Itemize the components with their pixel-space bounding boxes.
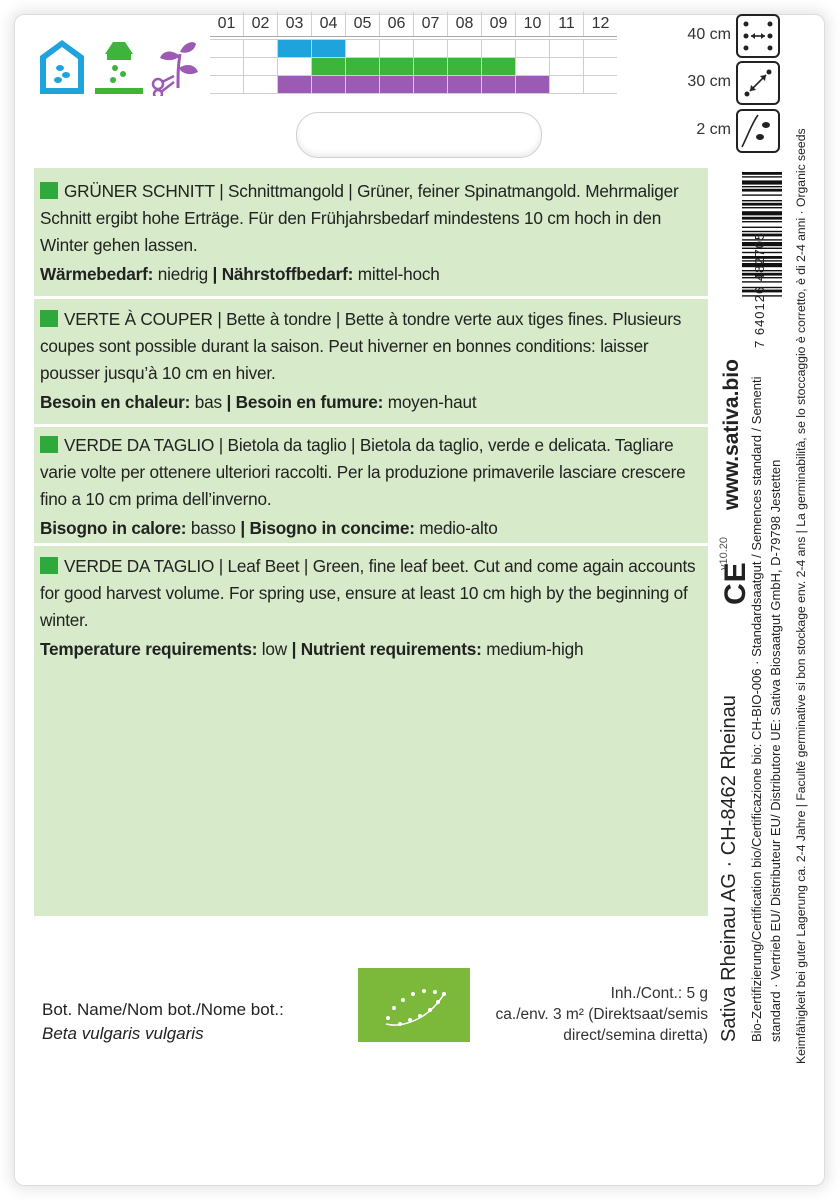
calendar-cell [414,40,448,58]
month-header: 05 [346,12,380,37]
calendar-cell [584,58,618,76]
calendar-cell [312,76,346,94]
germination-info: Keimfähigkeit bei guter Lagerung ca. 2-4 Jahre | Faculté germinative si bon stockage env. 2-4 ans | La germinabilità, se lo stoccaggio è corretto, è di 2-4 anni · Organic seeds [794,128,808,1064]
barcode-bar [742,227,782,228]
month-header: 02 [244,12,278,37]
calendar-cell [380,40,414,58]
row-spacing-icon [736,14,780,58]
month-header: 11 [550,12,584,37]
bullet-square [40,182,58,199]
sowing-calendar [210,12,617,94]
req-label: | Besoin en fumure: [226,392,384,412]
calendar-cell [244,58,278,76]
calendar-cell [516,40,550,58]
section-italian [40,432,700,542]
contents-weight: Inh./Cont.: 5 g [610,985,708,1002]
plant-spacing-label: 30 cm [687,73,731,90]
barcode-number: 7 640126 482705 [752,231,767,348]
barcode-bar [742,211,782,215]
req-value: basso [186,518,241,538]
calendar-row-sow-outdoor [210,58,617,76]
calendar-cell [516,76,550,94]
certification-line2: standard · Vertrieb EU/ Distributeur EU/ Distributore UE: Sativa Biosaatgut GmbH, D-79798 Jestetten [768,459,783,1042]
calendar-cell [482,40,516,58]
req-label: Besoin en chaleur: [40,392,191,412]
calendar-cell [584,76,618,94]
company-address: Sativa Rheinau AG · CH-8462 Rheinau [718,695,740,1042]
calendar-cell [448,58,482,76]
calendar-cell [550,40,584,58]
barcode-bar [742,176,782,177]
sowing-depth-label: 2 cm [696,121,731,138]
calendar-cell [550,76,584,94]
section-french [40,306,700,416]
barcode-bar [742,203,782,206]
requirements [40,261,700,288]
calendar-cell [414,58,448,76]
bullet-square [40,557,58,574]
requirements [40,515,700,542]
barcode-bar [742,207,782,208]
section-text: VERDE DA TAGLIO | Leaf Beet | Green, fine leaf beet. Cut and come again accounts for good harvest volume. For spring use, ensure at least 10 cm high by the beginning of winter. [40,556,696,630]
seed-sowing-icon [95,38,143,96]
barcode-bar [742,186,782,187]
plant-spacing-icon [736,61,780,105]
req-value: bas [190,392,227,412]
contents-area-cont: direct/semina diretta) [563,1027,708,1044]
calendar-cell [244,76,278,94]
section-text: VERDE DA TAGLIO | Bietola da taglio | Bietola da taglio, verde e delicata. Tagliare varie volte per ottenere ulteriori raccolti. Per la produzione primaverile lasciare crescere fino a 10 cm prima dell’inverno. [40,435,686,509]
req-value: moyen-haut [383,392,477,412]
contents-area: ca./env. 3 m² (Direktsaat/semis [495,1006,708,1023]
barcode-bar [742,217,782,220]
calendar-cell [210,76,244,94]
calendar-cell [244,40,278,58]
calendar-cell [278,76,312,94]
barcode-bar [742,194,782,195]
version-label: v10.20 [718,536,730,570]
bullet-square [40,310,58,327]
calendar-cell [312,40,346,58]
month-header: 10 [516,12,550,37]
barcode-bar [742,200,782,201]
calendar-cell [516,58,550,76]
month-header: 03 [278,12,312,37]
calendar-row-harvest [210,76,617,94]
section-text: VERTE À COUPER | Bette à tondre | Bette à tondre verte aux tiges fines. Plusieurs coupes sont possible durant la saison. Peut hiverner en bonnes conditions: laisser pousser jusqu’à 10 cm en hiver. [40,309,682,383]
eu-organic-logo [358,968,470,1042]
calendar-cell [584,40,618,58]
calendar-cell [482,58,516,76]
req-label: Bisogno in calore: [40,518,187,538]
sowing-depth-icon [736,109,780,153]
req-value: mittel-hoch [353,264,440,284]
calendar-cell [380,58,414,76]
calendar-cell [210,40,244,58]
website-url: www.sativa.bio [720,359,743,510]
divider [34,296,708,299]
calendar-cell [380,76,414,94]
bullet-square [40,436,58,453]
requirements [40,389,700,416]
bot-name-value: Beta vulgaris vulgaris [42,1024,204,1043]
req-value: niedrig [153,264,213,284]
calendar-cell [346,76,380,94]
calendar-cell [312,58,346,76]
month-header: 01 [210,12,244,37]
certification-line1: Bio-Zertifizierung/Certification bio/Certificazione bio: CH-BIO-006 · Standardsaatgut / Semences standard / Sementi [749,376,764,1042]
req-value: medio-alto [414,518,498,538]
req-label: | Nährstoffbedarf: [212,264,354,284]
bot-name-label: Bot. Name/Nom bot./Nome bot.: [42,1000,284,1019]
section-english [40,553,700,663]
req-label: | Bisogno in concime: [240,518,415,538]
row-spacing-label: 40 cm [687,26,731,43]
month-header: 09 [482,12,516,37]
calendar-cell [210,58,244,76]
barcode-bar [742,221,782,222]
section-text: GRÜNER SCHNITT | Schnittmangold | Grüner, feiner Spinatmangold. Mehrmaliger Schnitt ergibt hohe Erträge. Für den Frühjahrsbedarf mindestens 10 cm hoch in den Winter gehen lassen. [40,181,679,255]
calendar-cell [550,58,584,76]
requirements [40,636,700,663]
month-header: 04 [312,12,346,37]
calendar-cell [278,58,312,76]
section-german [40,178,700,288]
divider [34,424,708,427]
divider [34,543,708,546]
req-label: Temperature requirements: [40,639,258,659]
req-label: Wärmebedarf: [40,264,154,284]
req-value: medium-high [481,639,584,659]
hang-hole [296,112,542,158]
calendar-cell [448,76,482,94]
month-header: 07 [414,12,448,37]
req-label: | Nutrient requirements: [291,639,482,659]
month-header: 12 [584,12,618,37]
house-seed-icon [38,38,86,96]
req-value: low [257,639,292,659]
contents-info [470,983,708,1046]
harvest-plant-icon [148,38,200,96]
calendar-cell [278,40,312,58]
calendar-row-sow-indoor [210,40,617,58]
month-header: 08 [448,12,482,37]
barcode-bar [742,180,782,184]
calendar-cell [448,40,482,58]
ce-mark: CE [719,561,752,605]
barcode-bar [742,189,782,192]
month-header: 06 [380,12,414,37]
calendar-cell [346,58,380,76]
calendar-cell [482,76,516,94]
calendar-cell [414,76,448,94]
calendar-cell [346,40,380,58]
barcode-bar [742,172,782,175]
